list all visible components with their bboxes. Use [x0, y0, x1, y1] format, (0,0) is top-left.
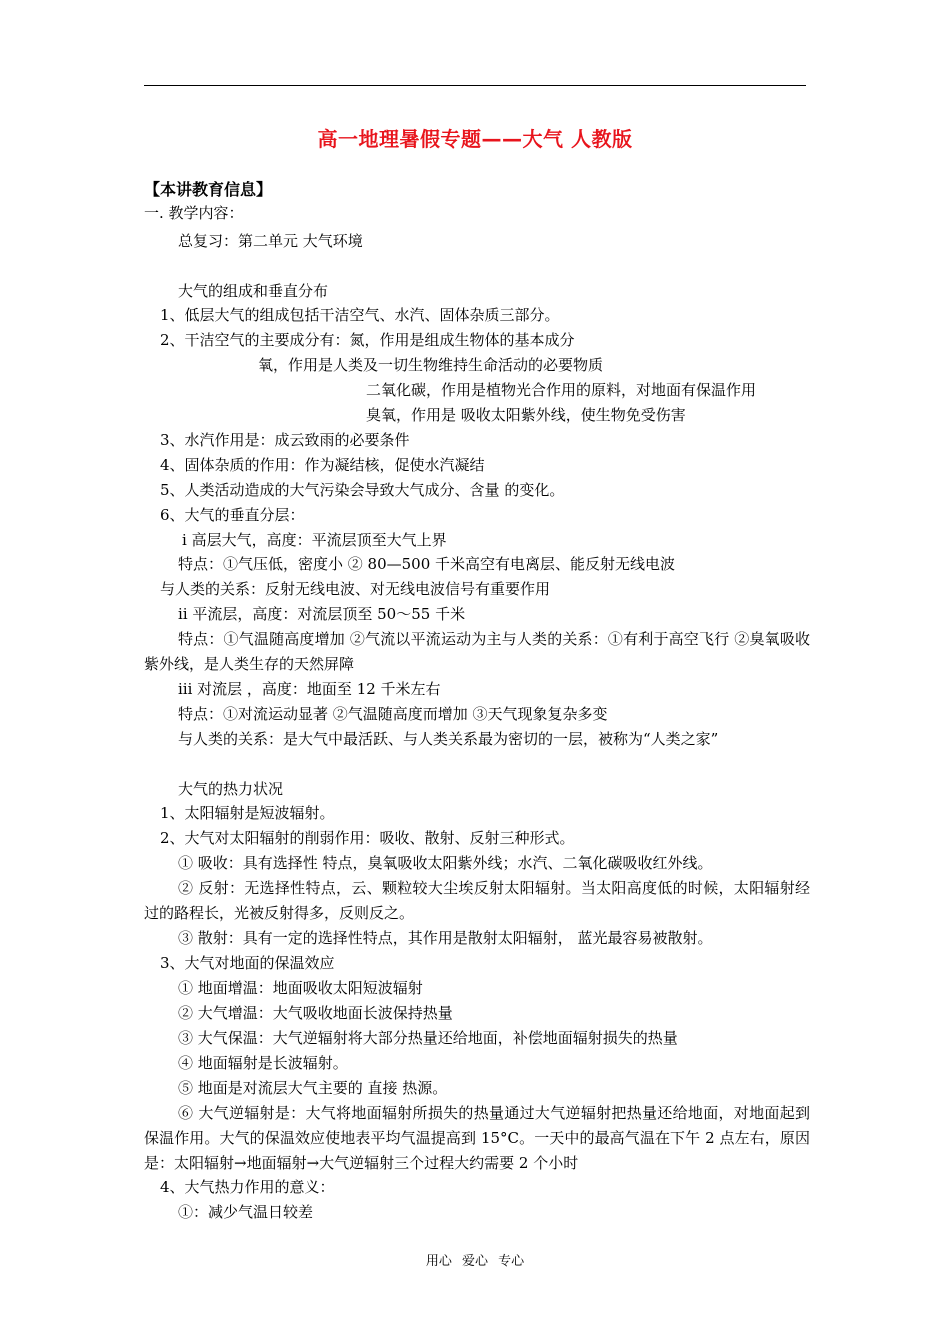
text-line: 一. 教学内容：	[144, 204, 244, 222]
text-line: ①：减少气温日较差	[178, 1203, 314, 1221]
text-line: ① 地面增温：地面吸收太阳短波辐射	[178, 979, 423, 997]
paragraph: ⑥ 大气逆辐射是：大气将地面辐射所损失的热量通过大气逆辐射把热量还给地面，对地面起到保温作用。大气的保温效应使地表平均气温提高到 15°C。一天中的最高气温在下午 2 点左右，原因是：太阳辐射→地面辐射→大气逆辐射三个过程大约需要 2 个小时	[144, 1104, 810, 1172]
text-line: 氧，作用是人类及一切生物维持生命活动的必要物质	[258, 356, 604, 374]
text-line: ③ 大气保温：大气逆辐射将大部分热量还给地面，补偿地面辐射损失的热量	[178, 1029, 678, 1047]
text-line: ① 吸收：具有选择性 特点，臭氧吸收太阳紫外线；水汽、二氧化碳吸收红外线。	[178, 854, 713, 872]
text-line: 总复习：第二单元 大气环境	[178, 232, 363, 250]
text-line: 特点：①对流运动显著 ②气温随高度而增加 ③天气现象复杂多变	[178, 705, 608, 723]
text-line: 与人类的关系：反射无线电波、对无线电波信号有重要作用	[160, 580, 551, 598]
text-line: 5、人类活动造成的大气污染会导致大气成分、含量 的变化。	[160, 481, 565, 499]
text-line: 与人类的关系：是大气中最活跃、与人类关系最为密切的一层，被称为“人类之家”	[178, 730, 719, 748]
text-line: ② 大气增温：大气吸收地面长波保持热量	[178, 1004, 453, 1022]
text-line: 4、大气热力作用的意义：	[160, 1178, 335, 1196]
text-line: 1、低层大气的组成包括干洁空气、水汽、固体杂质三部分。	[160, 306, 560, 324]
text-line: 二氧化碳，作用是植物光合作用的原料，对地面有保温作用	[366, 381, 757, 399]
text-line: ⑤ 地面是对流层大气主要的 直接 热源。	[178, 1079, 448, 1097]
paragraph: 特点：①气温随高度增加 ②气流以平流运动为主与人类的关系：①有利于高空飞行 ②臭氧吸收紫外线，是人类生存的天然屏障	[144, 630, 810, 673]
page-footer: 用心 爱心 专心	[425, 1254, 525, 1269]
text-line: ⅱ 平流层，高度：对流层顶至 50～55 千米	[178, 605, 466, 623]
text-line: 6、大气的垂直分层：	[160, 506, 305, 524]
text-line: ⅲ 对流层 ，高度：地面至 12 千米左右	[178, 680, 441, 698]
text-line: 3、大气对地面的保温效应	[160, 954, 335, 972]
text-line: 特点：①气压低，密度小 ② 80—500 千米高空有电离层、能反射无线电波	[178, 555, 676, 573]
paragraph: ② 反射：无选择性特点，云、颗粒较大尘埃反射太阳辐射。当太阳高度低的时候，太阳辐射经过的路程长，光被反射得多，反则反之。	[144, 879, 810, 922]
page-title: 高一地理暑假专题——大气 人教版	[317, 127, 633, 151]
text-line: ④ 地面辐射是长波辐射。	[178, 1054, 348, 1072]
subheading: 大气的热力状况	[178, 780, 284, 798]
header-rule	[144, 85, 806, 86]
text-line: 1、太阳辐射是短波辐射。	[160, 804, 335, 822]
text-line: ⅰ 高层大气，高度：平流层顶至大气上界	[182, 531, 447, 549]
text-line: ③ 散射：具有一定的选择性特点，其作用是散射太阳辐射， 蓝光最容易被散射。	[178, 929, 713, 947]
text-line: 2、干洁空气的主要成分有：氮，作用是组成生物体的基本成分	[160, 331, 575, 349]
text-line: 2、大气对太阳辐射的削弱作用：吸收、散射、反射三种形式。	[160, 829, 575, 847]
section-header: 【本讲教育信息】	[144, 180, 273, 199]
text-line: 臭氧，作用是 吸收太阳紫外线，使生物免受伤害	[366, 406, 686, 424]
text-line: 4、固体杂质的作用：作为凝结核，促使水汽凝结	[160, 456, 485, 474]
subheading: 大气的组成和垂直分布	[178, 282, 329, 300]
text-line: 3、水汽作用是：成云致雨的必要条件	[160, 431, 410, 449]
